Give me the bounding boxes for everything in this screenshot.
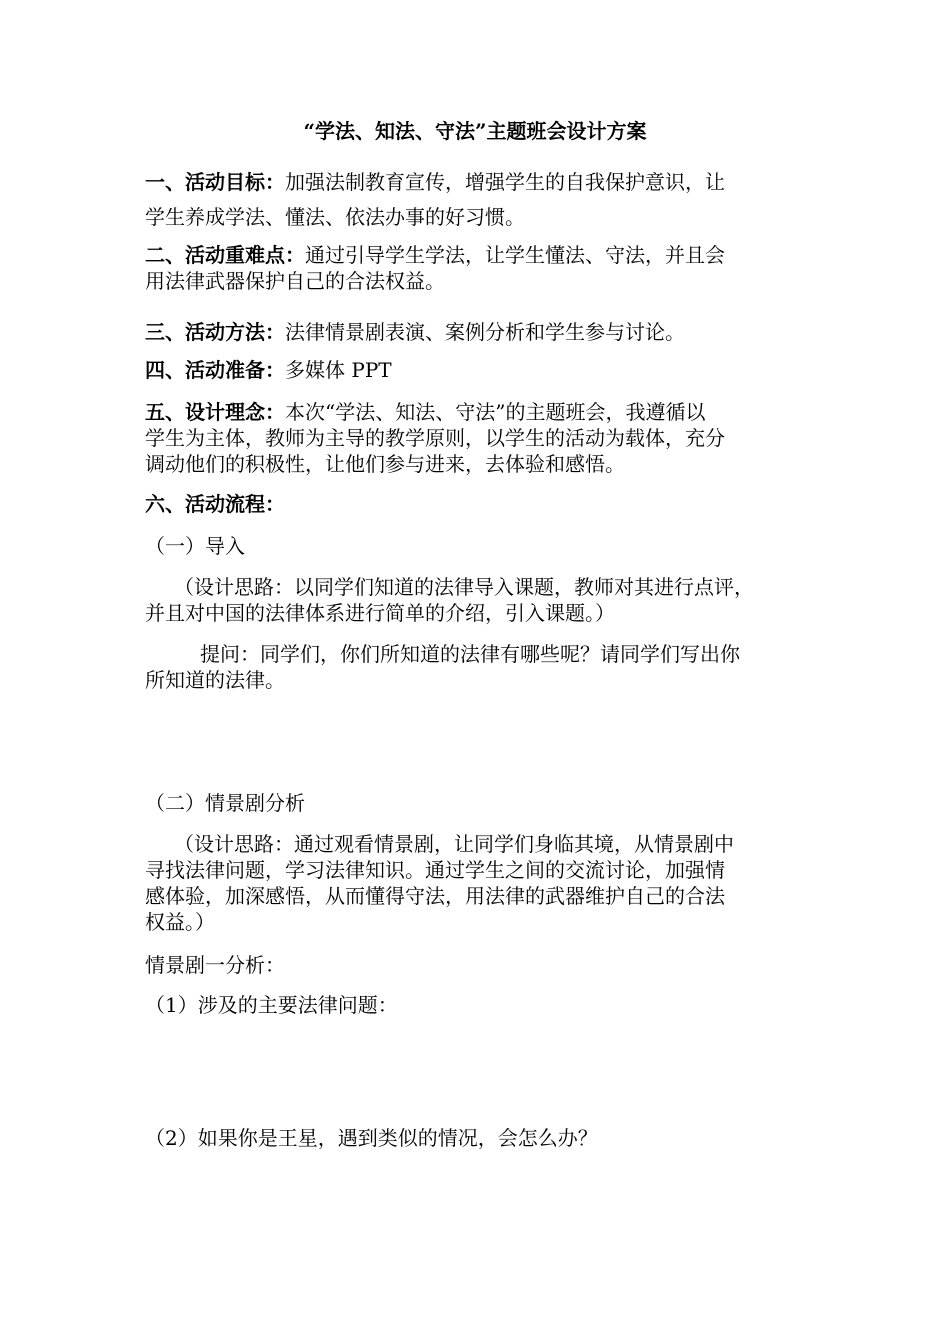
part2-note-1: （设计思路：通过观看情景剧，让同学们身临其境，从情景剧中 [174,832,734,856]
part1-note-1: （设计思路：以同学们知道的法律导入课题，教师对其进行点评， [174,575,754,599]
part2-question-1: （1）涉及的主要法律问题： [145,993,398,1017]
section-concept-line-1 [145,400,705,424]
part2-note-2: 寻找法律问题，学习法律知识。通过学生之间的交流讨论，加强情 [145,858,725,882]
part1-question-2: 所知道的法律。 [145,668,285,692]
section-goal-label: 一、活动目标： [145,170,285,194]
section-method-label: 三、活动方法： [145,320,285,344]
section-concept-label: 五、设计理念： [145,400,285,424]
section-method-text: 法律情景剧表演、案例分析和学生参与讨论。 [285,320,685,344]
part2-note-4: 权益。） [145,910,215,934]
part1-question-1: 提问：同学们，你们所知道的法律有哪些呢？请同学们写出你 [200,642,740,666]
part2-question-2: （2）如果你是王星，遇到类似的情况，会怎么办？ [145,1126,598,1150]
section-goal-text-2: 学生养成学法、懂法、依法办事的好习惯。 [145,205,525,229]
part1-heading: （一）导入 [145,534,245,558]
section-key-text-2: 用法律武器保护自己的合法权益。 [145,269,445,293]
section-goal-line-1 [145,170,725,194]
section-concept-text-3: 调动他们的积极性，让他们参与进来，去体验和感悟。 [145,452,625,476]
section-concept-text-1: 本次“学法、知法、守法”的主题班会，我遵循以 [285,400,706,424]
section-key-line-1 [145,243,725,267]
section-concept-text-2: 学生为主体，教师为主导的教学原则，以学生的活动为载体，充分 [145,426,725,450]
section-process-label: 六、活动流程： [145,492,285,516]
part2-analysis-title: 情景剧一分析： [145,953,285,977]
section-prep-text: 多媒体 PPT [285,358,392,382]
part2-note-3: 感体验，加深感悟，从而懂得守法，用法律的武器维护自己的合法 [145,884,725,908]
document-title: “学法、知法、守法”主题班会设计方案 [303,119,647,143]
section-prep-line [145,358,392,382]
section-key-text-1: 通过引导学生学法，让学生懂法、守法，并且会 [305,243,725,267]
section-prep-label: 四、活动准备： [145,358,285,382]
section-key-label: 二、活动重难点： [145,243,305,267]
section-method-line [145,320,685,344]
part2-heading: （二）情景剧分析 [145,791,305,815]
section-goal-text-1: 加强法制教育宣传，增强学生的自我保护意识，让 [285,170,725,194]
part1-note-2: 并且对中国的法律体系进行简单的介绍，引入课题。） [145,601,615,625]
